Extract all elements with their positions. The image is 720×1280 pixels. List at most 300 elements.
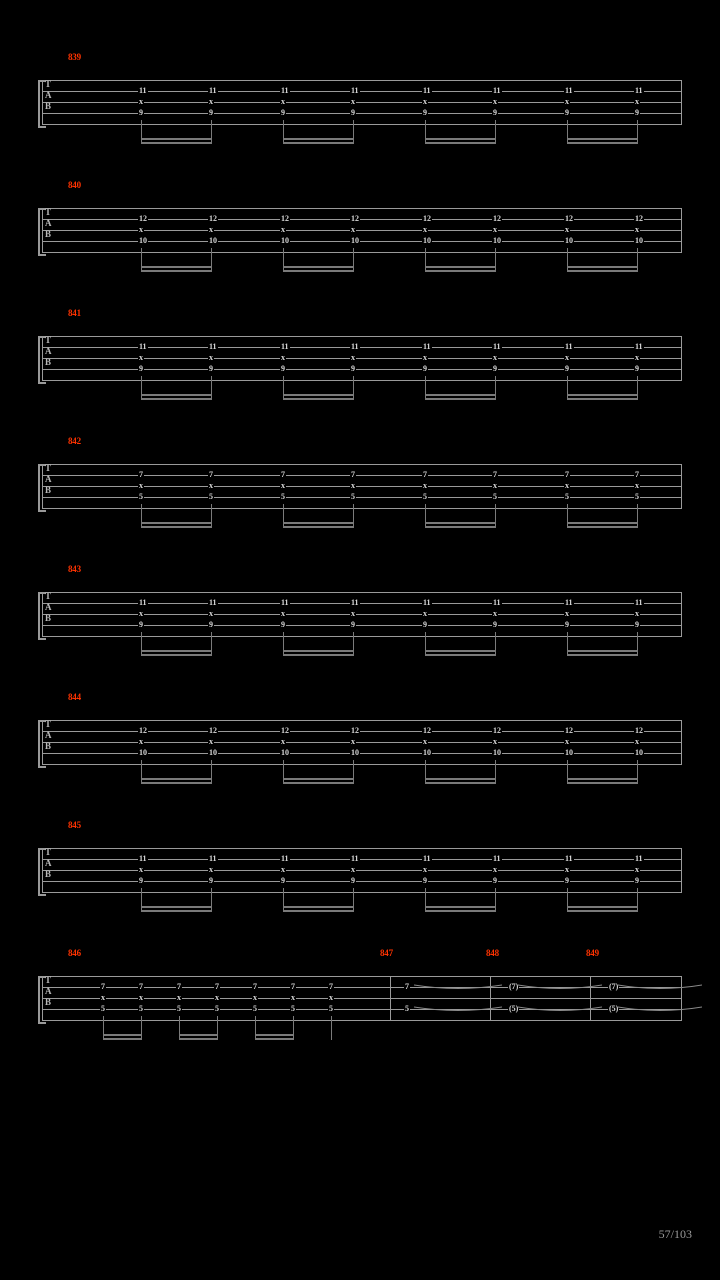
tab-note: 11: [635, 598, 643, 607]
staff-line: [42, 252, 682, 253]
tab-note: x: [423, 225, 427, 234]
tab-note: 5: [329, 1004, 333, 1013]
tab-note: 11: [423, 342, 431, 351]
tab-note: x: [565, 353, 569, 362]
tab-clef: [45, 847, 51, 880]
tab-note: 7: [329, 982, 333, 991]
tab-note: 5: [423, 492, 427, 501]
note-stem: [141, 248, 142, 272]
note-beam: [425, 906, 495, 908]
tab-note: 7: [635, 470, 639, 479]
tab-staff: [42, 336, 682, 380]
tab-note: 7: [565, 470, 569, 479]
note-beam: [567, 270, 637, 272]
tab-note: x: [635, 97, 639, 106]
tab-note: 9: [635, 620, 639, 629]
tab-note: x: [565, 865, 569, 874]
tab-note: 12: [209, 214, 217, 223]
note-stem: [567, 632, 568, 656]
measure-number: 842: [68, 436, 81, 446]
note-beam: [141, 526, 211, 528]
note-beam: [567, 394, 637, 396]
tab-note: (5): [609, 1004, 619, 1013]
staff-system: [42, 564, 682, 662]
tab-note: x: [635, 225, 639, 234]
note-beam: [567, 266, 637, 268]
tab-note: 5: [493, 492, 497, 501]
staff-line: [42, 380, 682, 381]
note-beam: [425, 142, 495, 144]
tab-note: 9: [635, 364, 639, 373]
barline: [681, 208, 682, 252]
note-stem: [353, 376, 354, 400]
note-stem: [211, 504, 212, 528]
tab-note: 12: [493, 214, 501, 223]
staff-system: [42, 948, 682, 1046]
tab-clef-letter: A: [45, 730, 51, 740]
tab-note: 5: [565, 492, 569, 501]
staff-line: [42, 848, 682, 849]
note-beam: [141, 910, 211, 912]
tab-note: x: [423, 97, 427, 106]
note-beam: [283, 650, 353, 652]
tab-note: x: [565, 609, 569, 618]
tab-note: 11: [565, 86, 573, 95]
tab-note: 11: [139, 342, 147, 351]
note-stem: [567, 760, 568, 784]
tab-note: 7: [139, 470, 143, 479]
note-stem: [637, 888, 638, 912]
note-beam: [425, 138, 495, 140]
note-stem: [353, 760, 354, 784]
note-beam: [331, 1034, 332, 1036]
tab-note: 10: [281, 748, 289, 757]
tab-note: 10: [635, 236, 643, 245]
tab-clef: [45, 207, 51, 240]
tab-note: 11: [493, 342, 501, 351]
tab-note: 5: [177, 1004, 181, 1013]
note-stem: [141, 120, 142, 144]
note-beam: [283, 782, 353, 784]
tab-note: 9: [565, 108, 569, 117]
note-stem: [293, 1016, 294, 1040]
measure-number: 843: [68, 564, 81, 574]
tie-slur: [518, 1005, 602, 1015]
tab-clef-letter: A: [45, 346, 51, 356]
tab-note: 11: [635, 854, 643, 863]
tab-note: 7: [493, 470, 497, 479]
tab-note: x: [351, 481, 355, 490]
tab-clef: [45, 79, 51, 112]
tab-note: x: [351, 225, 355, 234]
tab-note: 10: [209, 748, 217, 757]
tab-note: x: [493, 609, 497, 618]
tab-note: 5: [139, 1004, 143, 1013]
tab-note: 12: [493, 726, 501, 735]
note-stem: [567, 120, 568, 144]
note-stem: [637, 248, 638, 272]
tab-note: x: [101, 993, 105, 1002]
tab-note: x: [281, 865, 285, 874]
note-stem: [567, 504, 568, 528]
note-beam: [141, 138, 211, 140]
tab-note: x: [565, 97, 569, 106]
tab-note: 11: [351, 86, 359, 95]
tab-note: 9: [423, 364, 427, 373]
note-stem: [637, 760, 638, 784]
tab-note: x: [209, 353, 213, 362]
tab-note: 11: [351, 342, 359, 351]
tab-note: 12: [351, 726, 359, 735]
tab-note: 9: [351, 876, 355, 885]
note-beam: [425, 526, 495, 528]
tab-note: x: [351, 737, 355, 746]
barline: [681, 80, 682, 124]
note-stem: [567, 248, 568, 272]
note-stem: [179, 1016, 180, 1040]
tab-note: 9: [209, 364, 213, 373]
tab-note: 5: [101, 1004, 105, 1013]
measure-number: 846: [68, 948, 81, 958]
staff-line: [42, 764, 682, 765]
tab-clef-letter: T: [45, 591, 51, 601]
note-beam: [567, 782, 637, 784]
tab-note: x: [209, 97, 213, 106]
tab-note: x: [493, 737, 497, 746]
tab-note: 10: [139, 748, 147, 757]
note-stem: [141, 1016, 142, 1040]
note-beam: [567, 398, 637, 400]
note-stem: [353, 120, 354, 144]
measure-number: 839: [68, 52, 81, 62]
tab-staff: [42, 976, 682, 1020]
tab-note: 7: [405, 982, 409, 991]
tab-note: 11: [209, 598, 217, 607]
staff-line: [42, 636, 682, 637]
tab-note: 9: [423, 108, 427, 117]
tab-note: x: [493, 865, 497, 874]
note-beam: [283, 398, 353, 400]
measure-number: 841: [68, 308, 81, 318]
note-beam: [103, 1034, 141, 1036]
note-stem: [103, 1016, 104, 1040]
tab-note: 12: [423, 214, 431, 223]
staff-line: [42, 1020, 682, 1021]
note-stem: [495, 376, 496, 400]
note-beam: [567, 906, 637, 908]
tab-note: 9: [493, 364, 497, 373]
note-beam: [283, 138, 353, 140]
tab-note: 11: [423, 86, 431, 95]
tab-note: 9: [139, 364, 143, 373]
tab-note: 7: [177, 982, 181, 991]
measure-number: 844: [68, 692, 81, 702]
note-stem: [495, 504, 496, 528]
note-beam: [567, 654, 637, 656]
tab-note: 5: [253, 1004, 257, 1013]
note-beam: [283, 522, 353, 524]
note-beam: [141, 398, 211, 400]
tab-note: 5: [209, 492, 213, 501]
tab-clef-letter: A: [45, 218, 51, 228]
note-stem: [283, 632, 284, 656]
tab-staff: [42, 848, 682, 892]
note-stem: [353, 504, 354, 528]
staff-line: [42, 592, 682, 593]
note-beam: [103, 1038, 141, 1040]
note-beam: [425, 394, 495, 396]
tab-note: x: [423, 865, 427, 874]
tab-note: 9: [209, 876, 213, 885]
tab-note: 11: [423, 598, 431, 607]
tab-note: 12: [281, 726, 289, 735]
tab-note: 5: [405, 1004, 409, 1013]
note-stem: [495, 120, 496, 144]
note-stem: [425, 888, 426, 912]
tab-note: 12: [139, 726, 147, 735]
tab-note: x: [635, 609, 639, 618]
tab-note: 11: [423, 854, 431, 863]
note-stem: [353, 888, 354, 912]
note-stem: [217, 1016, 218, 1040]
tab-note: 9: [281, 108, 285, 117]
staff-line: [42, 124, 682, 125]
tab-note: 9: [139, 620, 143, 629]
tab-clef: [45, 719, 51, 752]
tab-note: x: [253, 993, 257, 1002]
measure-number: 845: [68, 820, 81, 830]
tab-note: 11: [493, 598, 501, 607]
tab-clef-letter: T: [45, 463, 51, 473]
tab-note: 12: [565, 726, 573, 735]
tab-clef-letter: B: [45, 357, 51, 367]
tab-note: 10: [423, 236, 431, 245]
tab-note: 11: [351, 598, 359, 607]
tab-note: 11: [139, 598, 147, 607]
tab-note: 9: [209, 620, 213, 629]
tab-note: 9: [139, 108, 143, 117]
tab-note: 12: [281, 214, 289, 223]
tab-note: 5: [215, 1004, 219, 1013]
tab-note: 7: [101, 982, 105, 991]
tab-note: 11: [139, 854, 147, 863]
note-stem: [141, 376, 142, 400]
note-stem: [637, 504, 638, 528]
tab-note: 9: [139, 876, 143, 885]
tab-note: x: [635, 737, 639, 746]
tab-note: x: [565, 225, 569, 234]
note-beam: [141, 270, 211, 272]
note-beam: [567, 522, 637, 524]
note-beam: [141, 654, 211, 656]
staff-line: [42, 208, 682, 209]
tie-slur: [518, 983, 602, 993]
tab-note: 9: [209, 108, 213, 117]
note-stem: [211, 248, 212, 272]
note-beam: [141, 522, 211, 524]
note-stem: [283, 760, 284, 784]
tab-note: 11: [209, 854, 217, 863]
tab-note: 11: [635, 342, 643, 351]
note-beam: [283, 654, 353, 656]
tab-note: x: [351, 97, 355, 106]
note-beam: [331, 1038, 332, 1040]
note-beam: [567, 910, 637, 912]
note-beam: [283, 778, 353, 780]
note-stem: [283, 376, 284, 400]
tab-note: 9: [281, 364, 285, 373]
note-beam: [141, 394, 211, 396]
note-beam: [283, 270, 353, 272]
tab-note: 12: [139, 214, 147, 223]
staff-system: [42, 436, 682, 534]
tab-note: 10: [565, 236, 573, 245]
tab-note: x: [139, 993, 143, 1002]
tab-clef-letter: T: [45, 207, 51, 217]
tab-note: 10: [635, 748, 643, 757]
staff-system: [42, 308, 682, 406]
barline: [681, 720, 682, 764]
tab-note: x: [281, 353, 285, 362]
staff-line: [42, 336, 682, 337]
note-beam: [283, 266, 353, 268]
note-beam: [425, 270, 495, 272]
tab-clef-letter: B: [45, 101, 51, 111]
note-stem: [211, 888, 212, 912]
tab-note: 10: [139, 236, 147, 245]
tab-note: 12: [635, 214, 643, 223]
note-stem: [425, 376, 426, 400]
tab-note: 7: [253, 982, 257, 991]
tab-note: x: [351, 353, 355, 362]
staff-line: [42, 976, 682, 977]
tie-slur: [618, 1005, 702, 1015]
tab-note: x: [215, 993, 219, 1002]
tie-slur: [618, 983, 702, 993]
note-stem: [141, 504, 142, 528]
tab-note: 7: [281, 470, 285, 479]
note-beam: [283, 394, 353, 396]
note-beam: [567, 138, 637, 140]
barline: [681, 464, 682, 508]
tab-note: 9: [423, 876, 427, 885]
tab-note: x: [493, 353, 497, 362]
note-beam: [141, 782, 211, 784]
tab-note: x: [139, 737, 143, 746]
note-beam: [425, 650, 495, 652]
tab-note: x: [493, 97, 497, 106]
tab-note: 9: [423, 620, 427, 629]
tab-note: 11: [281, 342, 289, 351]
tab-note: (7): [509, 982, 519, 991]
note-stem: [637, 376, 638, 400]
barline: [681, 592, 682, 636]
tab-note: x: [493, 225, 497, 234]
note-stem: [637, 632, 638, 656]
tab-note: 9: [635, 108, 639, 117]
tie-slur: [414, 1005, 502, 1015]
tab-clef-letter: T: [45, 975, 51, 985]
note-stem: [141, 888, 142, 912]
tab-note: 10: [423, 748, 431, 757]
tab-clef-letter: A: [45, 986, 51, 996]
tab-note: 7: [351, 470, 355, 479]
staff-line: [42, 892, 682, 893]
staff-system: [42, 692, 682, 790]
tab-note: x: [291, 993, 295, 1002]
tab-clef-letter: B: [45, 869, 51, 879]
note-beam: [425, 778, 495, 780]
tab-note: 11: [351, 854, 359, 863]
tab-note: 11: [209, 342, 217, 351]
tab-note: x: [329, 993, 333, 1002]
tab-note: 9: [565, 620, 569, 629]
tab-clef-letter: T: [45, 847, 51, 857]
barline: [681, 336, 682, 380]
note-stem: [425, 248, 426, 272]
tab-clef-letter: T: [45, 335, 51, 345]
staff-system: [42, 52, 682, 150]
tab-note: 12: [423, 726, 431, 735]
note-beam: [425, 910, 495, 912]
note-stem: [211, 376, 212, 400]
tab-note: 11: [565, 342, 573, 351]
measure-number: 849: [586, 948, 599, 958]
tab-note: 12: [635, 726, 643, 735]
barline: [681, 848, 682, 892]
tab-staff: [42, 208, 682, 252]
note-beam: [283, 526, 353, 528]
tab-note: x: [635, 865, 639, 874]
tab-note: 10: [565, 748, 573, 757]
tab-clef-letter: B: [45, 229, 51, 239]
tab-note: x: [423, 353, 427, 362]
tab-note: 5: [635, 492, 639, 501]
tab-note: 11: [565, 598, 573, 607]
tab-note: 5: [139, 492, 143, 501]
note-beam: [179, 1034, 217, 1036]
tab-note: 10: [281, 236, 289, 245]
note-beam: [425, 522, 495, 524]
tie-slur: [414, 983, 502, 993]
note-beam: [283, 910, 353, 912]
tab-note: x: [281, 97, 285, 106]
note-beam: [567, 526, 637, 528]
measure-number: 847: [380, 948, 393, 958]
tab-note: x: [281, 609, 285, 618]
tab-clef-letter: B: [45, 997, 51, 1007]
tab-note: 11: [565, 854, 573, 863]
tab-note: x: [139, 353, 143, 362]
tab-staff: [42, 80, 682, 124]
tab-note: x: [565, 737, 569, 746]
note-beam: [567, 142, 637, 144]
tab-clef-letter: A: [45, 858, 51, 868]
tab-clef-letter: A: [45, 474, 51, 484]
tab-note: x: [139, 225, 143, 234]
note-stem: [283, 888, 284, 912]
tab-note: x: [493, 481, 497, 490]
note-beam: [283, 906, 353, 908]
note-beam: [283, 142, 353, 144]
note-stem: [283, 120, 284, 144]
note-stem: [567, 888, 568, 912]
tab-clef-letter: B: [45, 613, 51, 623]
note-stem: [211, 760, 212, 784]
tab-note: x: [281, 481, 285, 490]
tab-note: x: [209, 737, 213, 746]
tab-note: x: [139, 481, 143, 490]
